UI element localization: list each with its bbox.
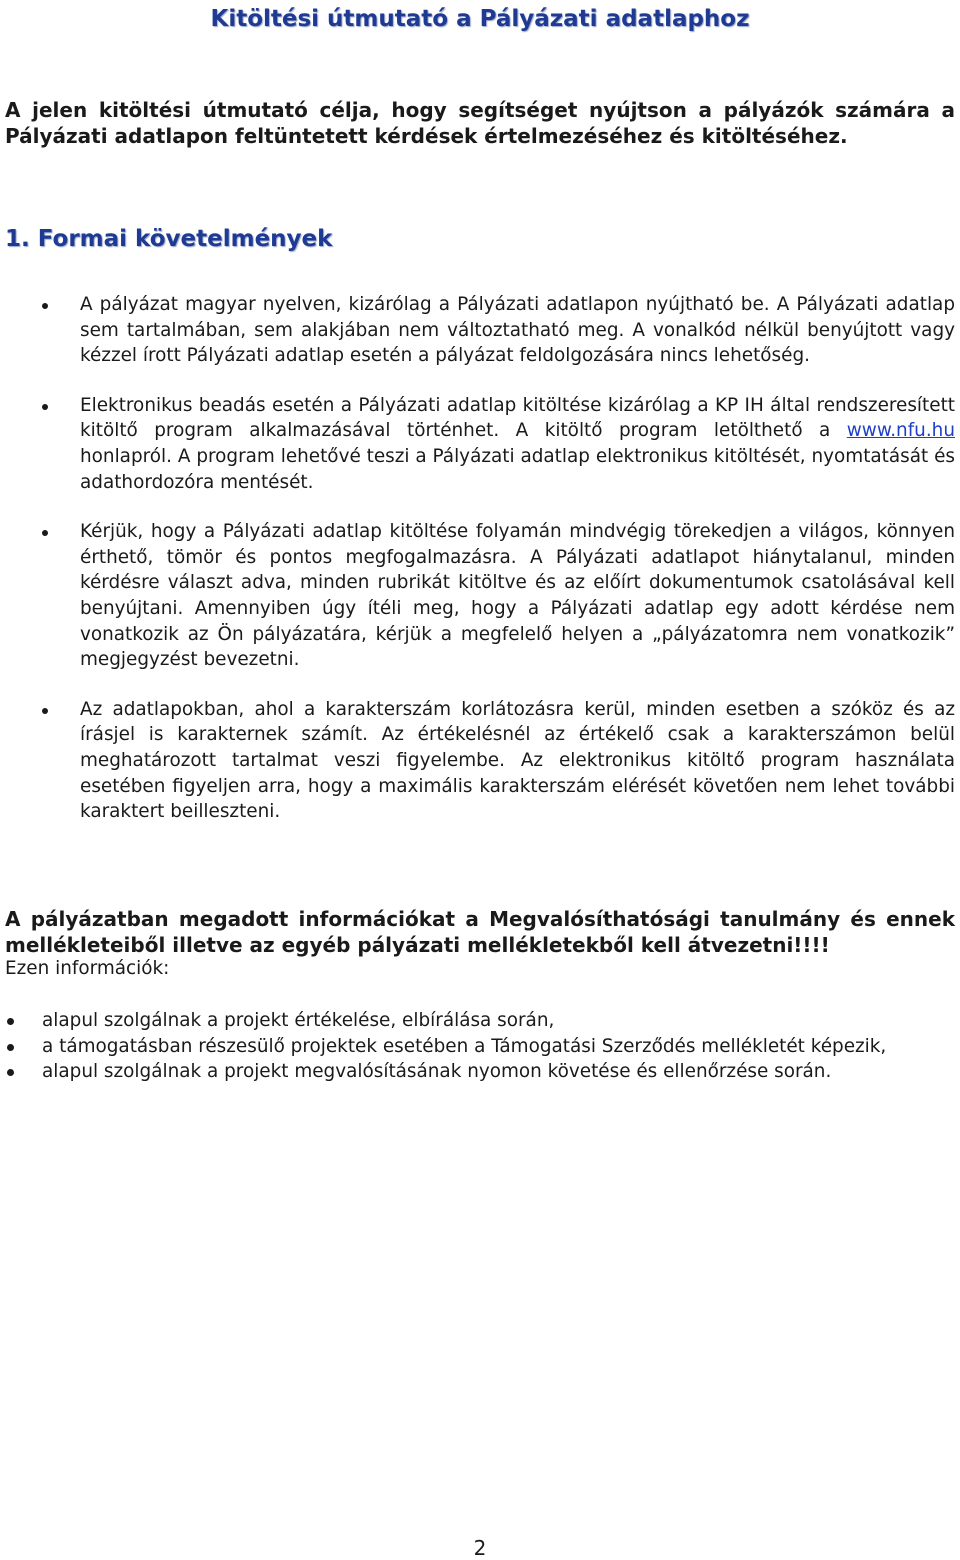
list-item-text: a támogatásban részesülő projektek esetében a Támogatási Szerződés mellékletét képezik, — [42, 1035, 887, 1057]
intro-paragraph: A jelen kitöltési útmutató célja, hogy segítséget nyújtson a pályázók számára a Pályázati adatlapon feltüntetett kérdések értelmezéséhez és kitöltéséhez. — [5, 98, 955, 148]
requirements-list — [0, 292, 960, 825]
list-item-text: Az adatlapokban, ahol a karakterszám korlátozásra kerül, minden esetben a szóköz és az írásjel is karakternek számít. Az értékelésnél az értékelő csak a karakterszámon belül meghatározott tartalmat veszi figyelembe. Az elektronikus kitöltő program használata esetében figyeljen arra, hogy a maximális karakterszám elérését követően nem lehet további karaktert beilleszteni. — [80, 698, 955, 823]
list-item-text-before-link: Elektronikus beadás esetén a Pályázati adatlap kitöltése kizárólag a KP IH által rendszeresített kitöltő program alkalmazásával történhet. A kitöltő program letölthető a — [80, 394, 955, 442]
list-item — [0, 1034, 960, 1060]
bullet-icon — [42, 303, 48, 309]
section-heading: 1. Formai követelmények — [5, 226, 333, 252]
bullet-icon — [7, 1018, 14, 1025]
list-item — [0, 697, 960, 825]
bullet-icon — [42, 404, 48, 410]
page-title: Kitöltési útmutató a Pályázati adatlaphoz — [210, 6, 750, 32]
list-item — [0, 519, 960, 673]
bullet-icon — [42, 530, 48, 536]
info-list — [0, 1008, 960, 1085]
list-item-text: alapul szolgálnak a projekt megvalósításának nyomon követése és ellenőrzése során. — [42, 1061, 832, 1083]
bullet-icon — [7, 1069, 14, 1076]
bold-note: A pályázatban megadott információkat a Megvalósíthatósági tanulmány és ennek mellékleteiből illetve az egyéb pályázati mellékletekből kell átvezetni!!!! — [5, 907, 955, 957]
list-item — [0, 1008, 960, 1034]
info-label: Ezen információk: — [5, 958, 170, 979]
list-item-text-after-link: honlapról. A program lehetővé teszi a Pályázati adatlap elektronikus kitöltését, nyomtatását és adathordozóra mentését. — [80, 445, 955, 493]
nfu-link[interactable]: www.nfu.hu — [846, 420, 955, 442]
bullet-icon — [42, 708, 48, 714]
list-item-text: alapul szolgálnak a projekt értékelése, elbírálása során, — [42, 1010, 555, 1031]
list-item — [0, 1059, 960, 1085]
list-item-text: Kérjük, hogy a Pályázati adatlap kitöltése folyamán mindvégig törekedjen a világos, könnyen érthető, tömör és pontos megfogalmazásra. A Pályázati adatlapot hiánytalanul, minden kérdésre választ adva, minden rubrikát kitöltve és az előírt dokumentumok csatolásával kell benyújtani. Amennyiben úgy ítéli meg, hogy a Pályázati adatlap egy adott kérdése nem vonatkozik az Ön pályázatára, kérjük a megfelelő helyen a „pályázatomra nem vonatkozik” megjegyzést bevezetni. — [80, 521, 955, 671]
bullet-icon — [7, 1044, 14, 1051]
list-item-text: A pályázat magyar nyelven, kizárólag a Pályázati adatlapon nyújtható be. A Pályázati adatlap sem tartalmában, sem alakjában nem változtatható meg. A vonalkód nélkül benyújtott vagy kézzel írott Pályázati adatlap esetén a pályázat feldolgozására nincs lehetőség. — [80, 294, 955, 367]
list-item — [0, 292, 960, 369]
list-item — [0, 393, 960, 495]
page-number: 2 — [473, 1536, 487, 1560]
